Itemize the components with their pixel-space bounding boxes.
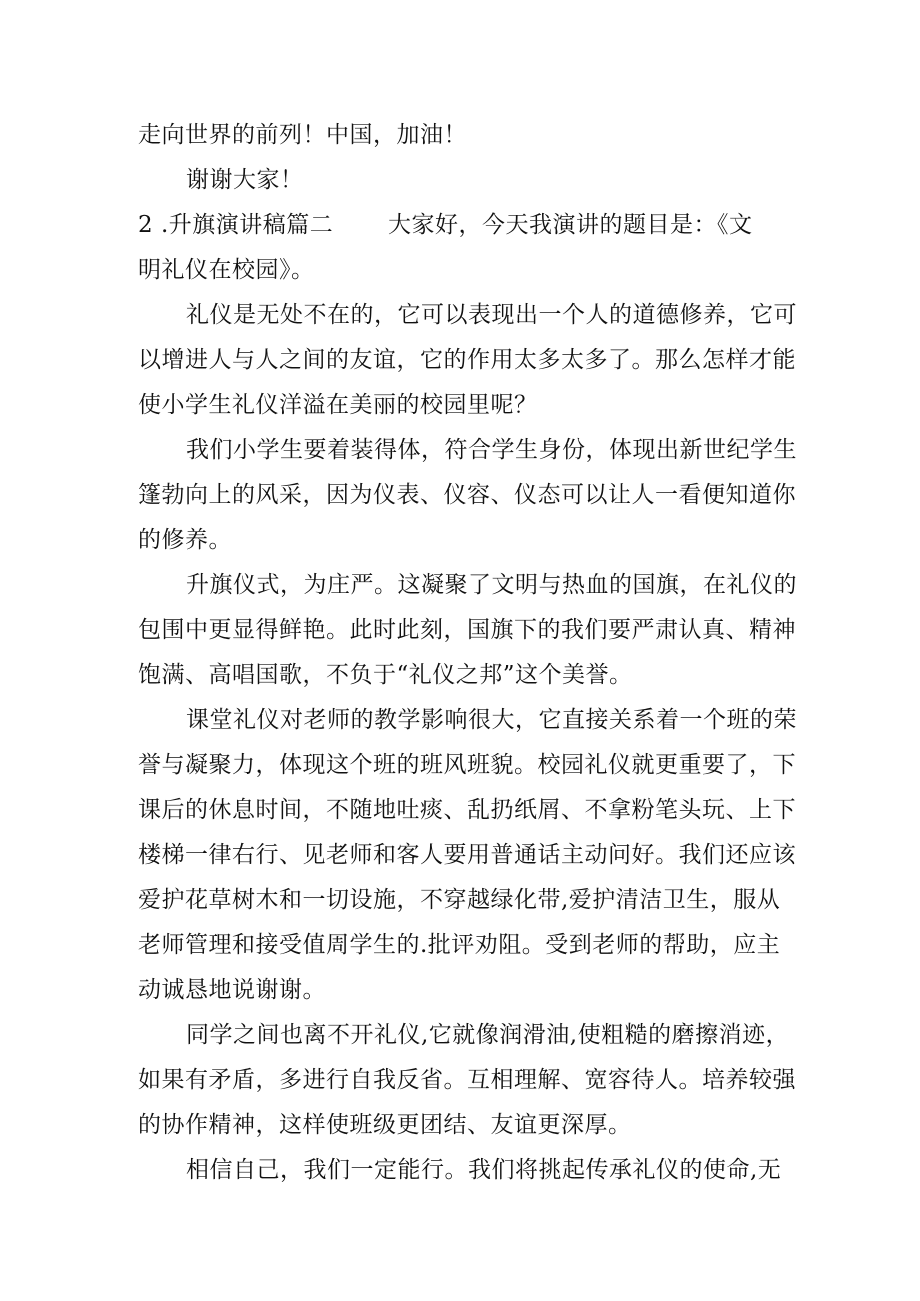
text-line: 相信自己，我们一定能行。我们将挑起传承礼仪的使命,无 [186,1157,782,1183]
text-line: 同学之间也离不开礼仪,它就像润滑油,使粗糙的磨擦消迹， [186,1022,790,1048]
text-line: 课堂礼仪对老师的教学影响很大，它直接关系着一个班的荣 [186,707,797,733]
text-line: 课后的休息时间，不随地吐痰、乱扔纸屑、不拿粉笔头玩、上下 [138,797,796,823]
text-line: 楼梯一律右行、见老师和客人要用普通话主动问好。我们还应该 [138,842,796,868]
text-line: 动诚恳地说谢谢。 [138,977,326,1003]
text-line: 升旗仪式，为庄严。这凝聚了文明与热血的国旗，在礼仪的 [186,572,797,598]
text-line: 老师管理和接受值周学生的.批评劝阻。受到老师的帮助，应主 [138,932,781,958]
text-line: 的修养。 [138,527,232,553]
text-line: 以增进人与人之间的友谊，它的作用太多太多了。那么怎样才能 [138,347,796,373]
text-line: 包围中更显得鲜艳。此时此刻，国旗下的我们要严肃认真、精神 [138,617,796,643]
text-line: 使小学生礼仪洋溢在美丽的校园里呢？ [138,392,538,418]
section-heading-line [138,203,788,248]
text-line: 明礼仪在校园》。 [138,257,315,283]
text-line: 篷勃向上的风采，因为仪表、仪容、仪态可以让人一看便知道你 [138,482,796,508]
text-line: 爱护花草树木和一切设施，不穿越绿化带,爱护清洁卫生，服从 [138,887,781,913]
text-line: 走向世界的前列！中国，加油！ [138,122,467,148]
section-heading: 2 .升旗演讲稿篇二 [138,212,334,238]
text-line: 我们小学生要着装得体，符合学生身份，体现出新世纪学生 [186,437,797,463]
text-line: 大家好，今天我演讲的题目是：《文 [388,212,753,238]
text-line: 谢谢大家！ [186,167,304,193]
text-line: 如果有矛盾，多进行自我反省。互相理解、宽容待人。培养较强 [138,1067,796,1093]
document-body [138,113,797,1193]
text-line: 的协作精神，这样使班级更团结、友谊更深厚。 [138,1112,632,1138]
text-line: 饱满、高唱国歌，不负于“礼仪之邦”这个美誉。 [138,662,633,688]
text-line: 誉与凝聚力，体现这个班的班风班貌。校园礼仪就更重要了，下 [138,752,796,778]
text-line: 礼仪是无处不在的，它可以表现出一个人的道德修养，它可 [186,302,797,328]
